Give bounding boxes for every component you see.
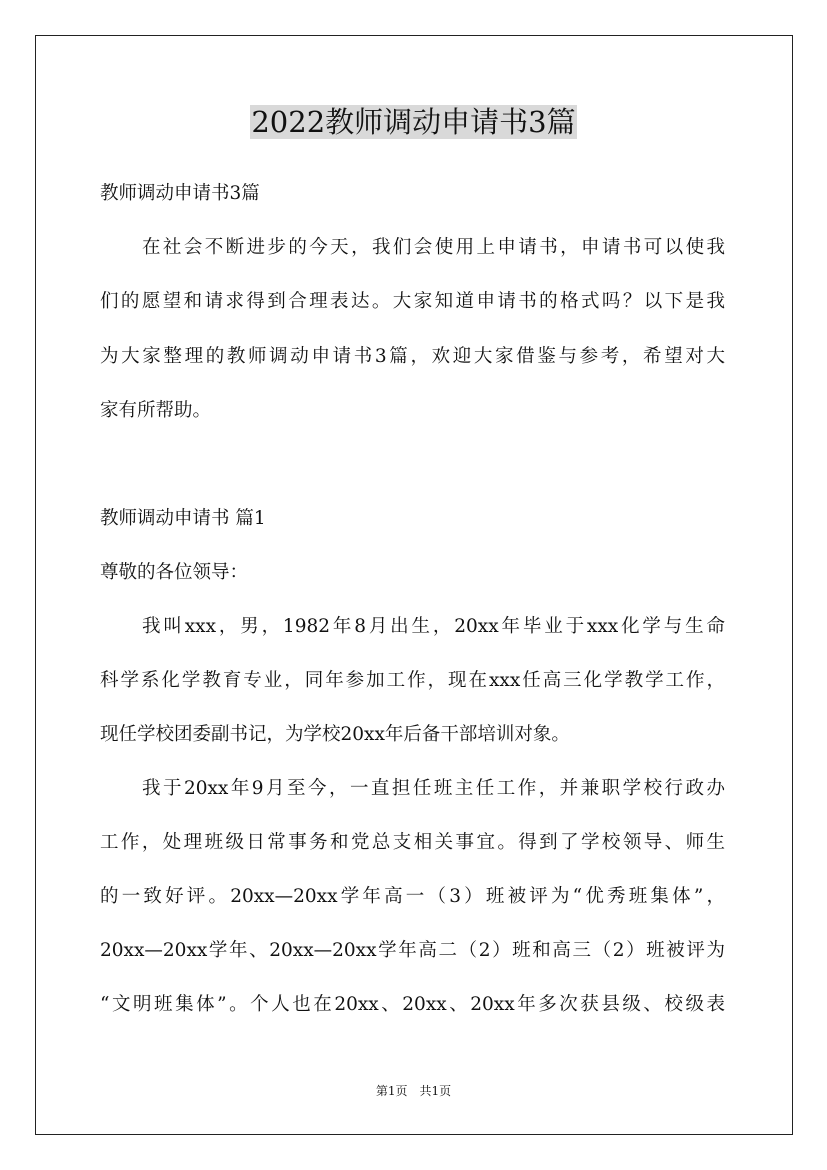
paragraph-line: 20xx—20xx学年、20xx—20xx学年高二（2）班和高三（2）班被评为 <box>100 940 725 961</box>
page-total: 共1页 <box>419 1084 452 1098</box>
paragraph-line: 现任学校团委副书记，为学校20xx年后备干部培训对象。 <box>100 724 570 745</box>
intro-line: 在社会不断进步的今天，我们会使用上申请书，申请书可以使我 <box>142 237 725 258</box>
salutation: 尊敬的各位领导： <box>100 562 249 583</box>
intro-line: 们的愿望和请求得到合理表达。大家知道申请书的格式吗？以下是我 <box>100 291 725 312</box>
page-footer <box>0 1083 827 1099</box>
paragraph-line: 我叫xxx，男，1982年8月出生，20xx年毕业于xxx化学与生命 <box>142 616 725 637</box>
document-subtitle: 教师调动申请书3篇 <box>100 183 260 204</box>
paragraph-line: 我于20xx年9月至今，一直担任班主任工作，并兼职学校行政办 <box>142 778 725 799</box>
paragraph-line: 的一致好评。20xx—20xx学年高一（3）班被评为“优秀班集体”， <box>100 886 725 907</box>
page-number: 第1页 <box>375 1084 408 1098</box>
paragraph-line: 工作，处理班级日常事务和党总支相关事宜。得到了学校领导、师生 <box>100 832 725 853</box>
paragraph-line: “文明班集体”。个人也在20xx、20xx、20xx年多次获县级、校级表 <box>100 994 725 1015</box>
section-heading: 教师调动申请书 篇1 <box>100 508 266 529</box>
intro-line: 家有所帮助。 <box>100 400 212 421</box>
intro-line: 为大家整理的教师调动申请书3篇，欢迎大家借鉴与参考，希望对大 <box>100 346 725 367</box>
document-title: 2022教师调动申请书3篇 <box>251 105 576 139</box>
paragraph-line: 科学系化学教育专业，同年参加工作，现在xxx任高三化学教学工作， <box>100 670 725 691</box>
